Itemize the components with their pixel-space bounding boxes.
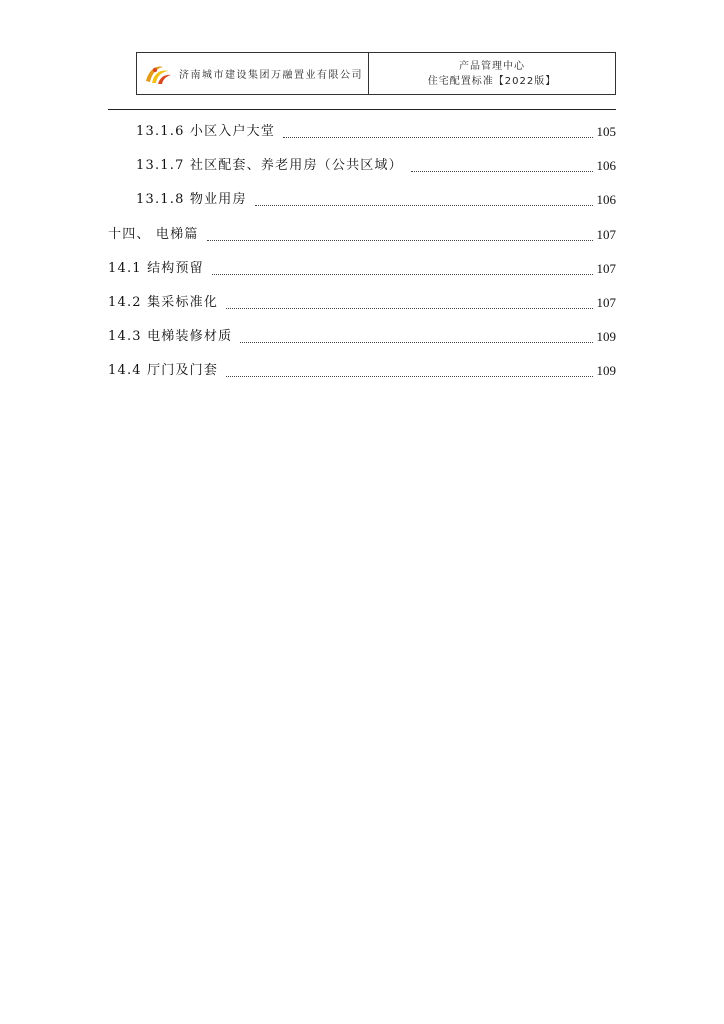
toc-dot-leader bbox=[212, 259, 593, 275]
toc-entry[interactable] bbox=[108, 225, 616, 259]
toc-dot-leader bbox=[226, 293, 592, 309]
toc-entry-page: 107 bbox=[596, 226, 616, 242]
toc-dot-leader bbox=[283, 122, 592, 138]
toc-entry-page: 106 bbox=[596, 192, 616, 208]
toc-dot-leader bbox=[255, 190, 593, 206]
table-of-contents bbox=[108, 122, 616, 396]
toc-entry[interactable] bbox=[108, 190, 616, 224]
toc-entry-label: 14.1 结构预留 bbox=[108, 259, 208, 279]
toc-entry-label: 13.1.7 社区配套、养老用房（公共区域） bbox=[136, 156, 407, 176]
company-name: 济南城市建设集团万融置业有限公司 bbox=[179, 70, 363, 81]
page-header bbox=[136, 52, 616, 95]
toc-entry-label: 十四、 电梯篇 bbox=[108, 225, 203, 245]
toc-entry[interactable] bbox=[108, 259, 616, 293]
toc-dot-leader bbox=[207, 225, 593, 241]
toc-entry[interactable] bbox=[108, 293, 616, 327]
toc-entry[interactable] bbox=[108, 122, 616, 156]
toc-entry-page: 107 bbox=[596, 260, 616, 276]
toc-entry-label: 14.4 厅门及门套 bbox=[108, 361, 222, 381]
toc-dot-leader bbox=[240, 327, 592, 343]
toc-entry[interactable] bbox=[108, 361, 616, 395]
toc-dot-leader bbox=[411, 156, 593, 172]
header-divider bbox=[108, 109, 616, 110]
toc-entry-page: 109 bbox=[596, 363, 616, 379]
toc-entry-label: 14.2 集采标准化 bbox=[108, 293, 222, 313]
header-company-cell bbox=[137, 53, 369, 94]
toc-entry-page: 105 bbox=[596, 124, 616, 139]
document-title: 住宅配置标准【2022版】 bbox=[427, 75, 557, 87]
toc-entry[interactable] bbox=[108, 327, 616, 361]
toc-entry-page: 107 bbox=[596, 294, 616, 310]
company-logo-icon bbox=[143, 61, 173, 87]
department-name: 产品管理中心 bbox=[459, 60, 525, 72]
toc-dot-leader bbox=[226, 361, 592, 377]
toc-entry-label: 13.1.8 物业用房 bbox=[136, 190, 251, 210]
header-doc-cell bbox=[369, 53, 615, 94]
toc-entry[interactable] bbox=[108, 156, 616, 190]
toc-entry-label: 13.1.6 小区入户大堂 bbox=[136, 122, 279, 142]
toc-entry-page: 109 bbox=[596, 329, 616, 345]
toc-entry-page: 106 bbox=[596, 158, 616, 174]
toc-entry-label: 14.3 电梯装修材质 bbox=[108, 327, 236, 347]
